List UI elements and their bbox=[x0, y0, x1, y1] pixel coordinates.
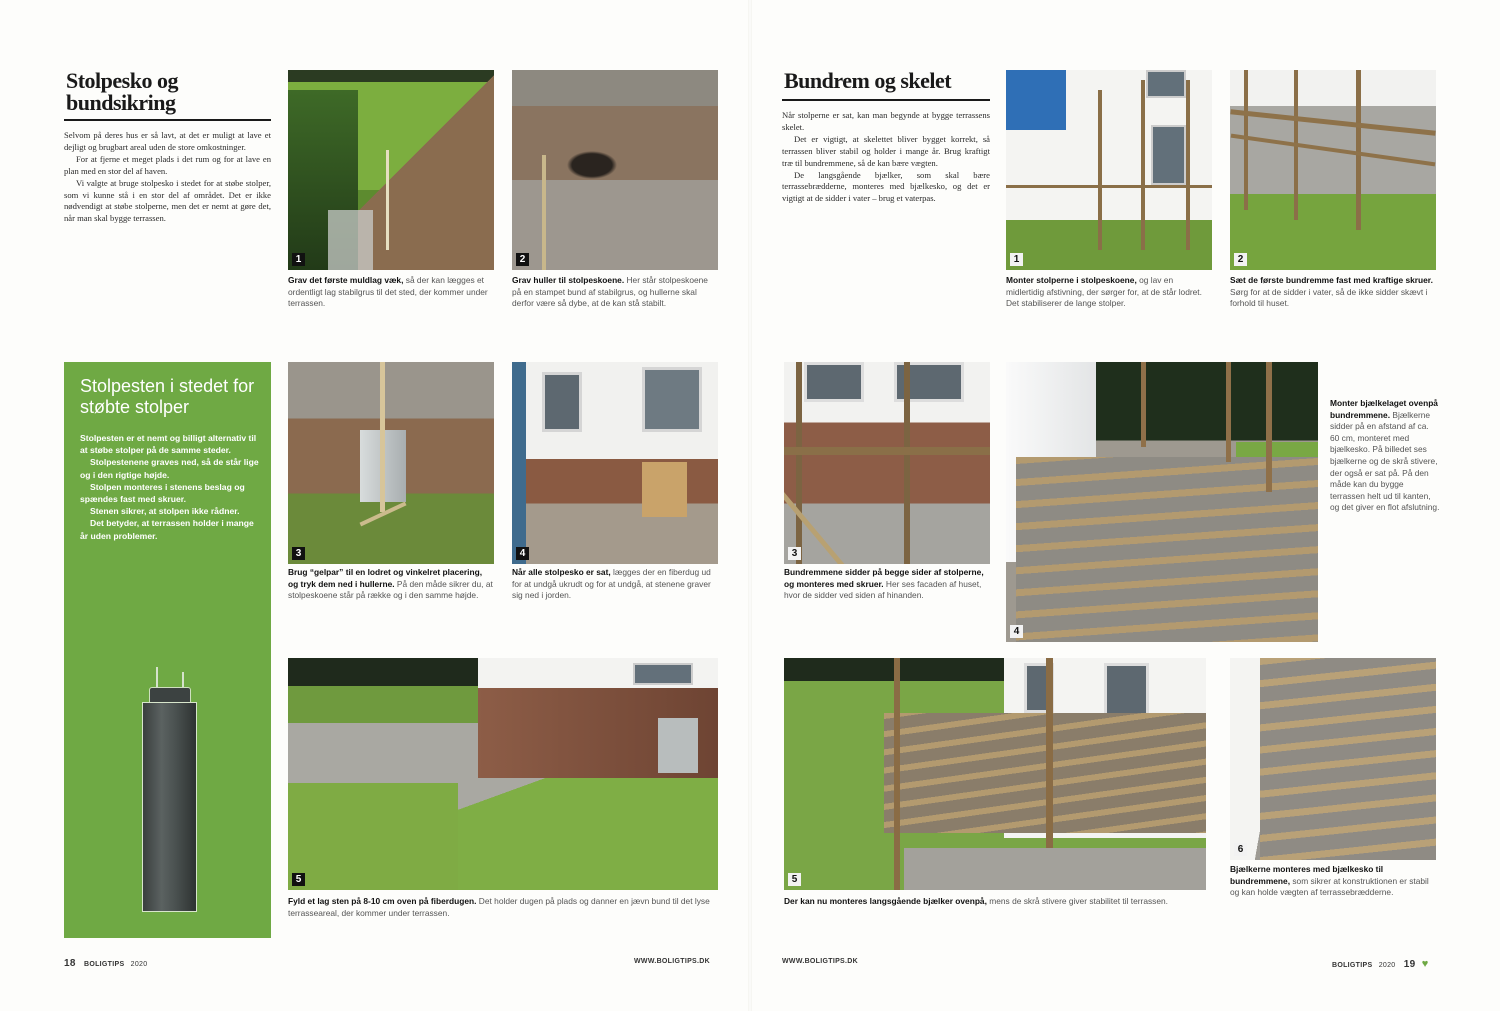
caption-lead: Brug “gelpar” til en lodret og vinkelret placering, og tryk dem ned i hullerne. bbox=[288, 567, 483, 589]
right-caption-2 bbox=[1230, 275, 1436, 310]
page-number: 18 bbox=[64, 958, 76, 969]
wood-board bbox=[642, 462, 687, 517]
post bbox=[1141, 80, 1145, 250]
post bbox=[1141, 362, 1146, 447]
issue: 2020 bbox=[130, 961, 148, 968]
window bbox=[642, 367, 702, 432]
caption-text: mens de skrå stivere giver stabilitet til terrassen. bbox=[986, 896, 1168, 906]
caption-text: På den måde sikrer du, at stolpeskoene står på række og i den samme højde. bbox=[288, 578, 493, 601]
right-photo-1 bbox=[1006, 70, 1212, 270]
post bbox=[380, 362, 385, 512]
left-intro-p3: Vi valgte at bruge stolpesko i stedet for at støbe stolper, som vi kunne stå i en stor del af området. Det er ikke nødvendigt at støbe stolperne, men det er nemt at gøre det, når man skal bygge terrassen. bbox=[64, 177, 271, 224]
green-box-p3: Stolpen monteres i stenens beslag og spændes fast med skruer. bbox=[80, 481, 245, 505]
beam bbox=[1230, 109, 1435, 136]
stake bbox=[542, 155, 546, 270]
right-intro-p2: Det er vigtigt, at skelettet bliver bygget korrekt, så terrassen bliver stabil og holder i mange år. Brug kraftigt træ til bundremmene, så de kan bære vægten. bbox=[782, 133, 990, 168]
beam bbox=[784, 447, 990, 455]
green-box-p5: Det betyder, at terrassen holder i mange år uden problemer. bbox=[80, 518, 254, 541]
caption-text: Sørg for at de sidder i vater, så de ikke sidder skævt i forhold til huset. bbox=[1230, 286, 1428, 309]
page-number: 19 bbox=[1403, 959, 1416, 970]
caption-text: Det holder dugen på plads og danner en jævn bund til det lyse terrasseareal, der kommer under terrassen. bbox=[288, 896, 710, 918]
left-caption-3 bbox=[288, 567, 494, 602]
post bbox=[1186, 80, 1190, 250]
right-caption-1 bbox=[1006, 275, 1212, 310]
left-footer-website[interactable]: WWW.BOLIGTIPS.DK bbox=[634, 958, 710, 965]
left-photo-2 bbox=[512, 70, 718, 270]
left-intro-p2: For at fjerne et meget plads i det rum og for at lave en plan med en stor del af haven. bbox=[64, 153, 271, 176]
photo-number-badge: 4 bbox=[1010, 625, 1023, 638]
caption-text: lægges der en fiberdug ud for at undgå ukrudt og for at undgå, at stenene graver sig ned i jorden. bbox=[512, 567, 711, 601]
green-box-p4: Stenen sikrer, at stolpen ikke rådner. bbox=[90, 506, 240, 517]
photo-number-badge: 1 bbox=[1010, 253, 1023, 266]
caption-lead: Monter stolperne i stolpeskoene, bbox=[1006, 275, 1137, 285]
left-photo-3 bbox=[288, 362, 494, 564]
left-intro-p1: Selvom på deres hus er så lavt, at det er muligt at lave et dejligt og brugbart areal uden de store omkostninger. bbox=[64, 130, 271, 152]
left-caption-5 bbox=[288, 896, 718, 919]
right-heading-rule bbox=[782, 99, 990, 101]
green-box-p1: Stolpesten er et nemt og billigt alternativ til at støbe stolper på de samme steder. bbox=[80, 433, 257, 456]
photo-number-badge: 3 bbox=[292, 547, 305, 560]
right-caption-6 bbox=[1230, 864, 1436, 899]
photo-number-badge: 5 bbox=[788, 873, 801, 886]
window bbox=[633, 663, 693, 685]
right-heading: Bundrem og skelet bbox=[784, 68, 952, 93]
right-photo-4 bbox=[1006, 362, 1318, 642]
left-photo-5 bbox=[288, 658, 718, 890]
joists bbox=[1260, 658, 1436, 860]
caption-lead: Fyld et lag sten på 8-10 cm oven på fiberdugen. bbox=[288, 896, 477, 906]
photo-number-badge: 2 bbox=[516, 253, 529, 266]
green-box-p2: Stolpestenene graves ned, så de står lige og i den rigtige højde. bbox=[80, 457, 259, 480]
caption-lead: Bjælkerne monteres med bjælkesko til bundremmene, bbox=[1230, 864, 1384, 886]
joists bbox=[1016, 457, 1318, 642]
house-wall bbox=[1066, 70, 1212, 220]
left-heading-rule bbox=[64, 119, 271, 121]
caption-text: og lav en midlertidig afstivning, der sørger for, at de står lodret. Det stabiliserer de lange stolper. bbox=[1006, 275, 1202, 309]
joists bbox=[884, 713, 1206, 833]
caption-text: Her ses facaden af huset, hvor de sidder ved siden af hinanden. bbox=[784, 578, 982, 601]
caption-lead: Bundremmene sidder på begge sider af stolperne, og monteres med skruer. bbox=[784, 567, 984, 589]
post bbox=[1226, 362, 1231, 462]
magazine-name: BOLIGTIPS bbox=[1332, 962, 1373, 969]
right-photo-2 bbox=[1230, 70, 1436, 270]
issue: 2020 bbox=[1378, 962, 1396, 969]
caption-lead: Når alle stolpesko er sat, bbox=[512, 567, 611, 577]
caption-text: som sikrer at konstruktionen er stabil og kan holde vægten af terrassebrædderne. bbox=[1230, 875, 1429, 898]
spread-gutter bbox=[748, 0, 752, 1011]
right-caption-3 bbox=[784, 567, 990, 602]
heart-logo-icon: ♥ bbox=[1421, 958, 1429, 970]
window bbox=[542, 372, 582, 432]
caption-lead: Der kan nu monteres langsgående bjælker ovenpå, bbox=[784, 896, 987, 906]
green-box-title: Stolpesten i stedet for støbte stolper bbox=[80, 376, 255, 417]
post bbox=[796, 362, 802, 564]
post bbox=[1098, 90, 1102, 250]
left-heading: Stolpesko og bundsikring bbox=[66, 68, 178, 115]
caption-text: så der kan lægges et ordentligt lag stabilgrus til det sted, der kommer under terrassen. bbox=[288, 275, 488, 309]
photo-number-badge: 4 bbox=[516, 547, 529, 560]
right-footer-website[interactable]: WWW.BOLIGTIPS.DK bbox=[782, 958, 858, 965]
glass-block-window bbox=[658, 718, 698, 773]
right-intro-text bbox=[782, 110, 990, 205]
window bbox=[804, 362, 864, 402]
door bbox=[1151, 125, 1186, 185]
side-note-text: Bjælkerne sidder på en afstand af ca. 60 cm, monteret med bjælkesko. På billedet ses bjælkerne og de skrå stivere, der også er sat på. På den måde kan du bygge terrassen helt ud til kanten, og det giver en flot afslutning. bbox=[1330, 409, 1440, 513]
side-note-lead: Monter bjælkelaget ovenpå bundremmene. bbox=[1330, 398, 1438, 420]
left-caption-1 bbox=[288, 275, 494, 310]
stake bbox=[386, 150, 389, 250]
post bbox=[904, 362, 910, 564]
photo-number-badge: 3 bbox=[788, 547, 801, 560]
photo-number-badge: 2 bbox=[1234, 253, 1247, 266]
right-footer bbox=[1332, 958, 1429, 970]
beam bbox=[1231, 134, 1436, 167]
caption-lead: Sæt de første bundremme fast med kraftige skruer. bbox=[1230, 275, 1433, 285]
right-intro-p1: Når stolperne er sat, kan man begynde at bygge terrassens skelet. bbox=[782, 110, 990, 132]
caption-text: Her står stolpeskoene på en stampet bund af stabilgrus, og hullerne skal derfor være så dybe, at de kan stå stabilt. bbox=[512, 275, 708, 309]
caption-lead: Grav det første muldlag væk, bbox=[288, 275, 404, 285]
right-photo-5 bbox=[784, 658, 1206, 890]
caption-lead: Grav huller til stolpeskoene. bbox=[512, 275, 625, 285]
post bbox=[1356, 70, 1361, 230]
left-footer bbox=[64, 958, 147, 969]
gravel-bag bbox=[328, 210, 373, 270]
magazine-name: BOLIGTIPS bbox=[83, 961, 125, 968]
right-intro-p3: De langsgående bjælker, som skal bære terrassebrædderne, monteres med bjælkesko, og det er vigtigt at de sidder i vater – brug et vaterpas. bbox=[782, 169, 990, 204]
left-photo-1 bbox=[288, 70, 494, 270]
photo-number-badge: 5 bbox=[292, 873, 305, 886]
photo-number-badge: 6 bbox=[1234, 843, 1247, 856]
gravel bbox=[904, 848, 1206, 890]
green-info-box bbox=[64, 362, 271, 938]
left-photo-4 bbox=[512, 362, 718, 564]
sky-edge bbox=[512, 362, 526, 564]
window bbox=[1146, 70, 1186, 98]
post-base-stone-icon bbox=[142, 702, 197, 912]
right-side-note bbox=[1330, 398, 1440, 514]
rail bbox=[1006, 185, 1212, 188]
right-photo-3 bbox=[784, 362, 990, 564]
left-intro-text bbox=[64, 130, 271, 225]
left-caption-2 bbox=[512, 275, 718, 310]
post-base-bracket bbox=[156, 667, 158, 689]
green-box-text bbox=[80, 432, 260, 542]
left-caption-4 bbox=[512, 567, 718, 602]
post bbox=[894, 658, 900, 890]
post bbox=[1266, 362, 1272, 492]
right-photo-6 bbox=[1230, 658, 1436, 860]
right-caption-5 bbox=[784, 896, 1206, 908]
photo-number-badge: 1 bbox=[292, 253, 305, 266]
lawn bbox=[288, 783, 458, 890]
